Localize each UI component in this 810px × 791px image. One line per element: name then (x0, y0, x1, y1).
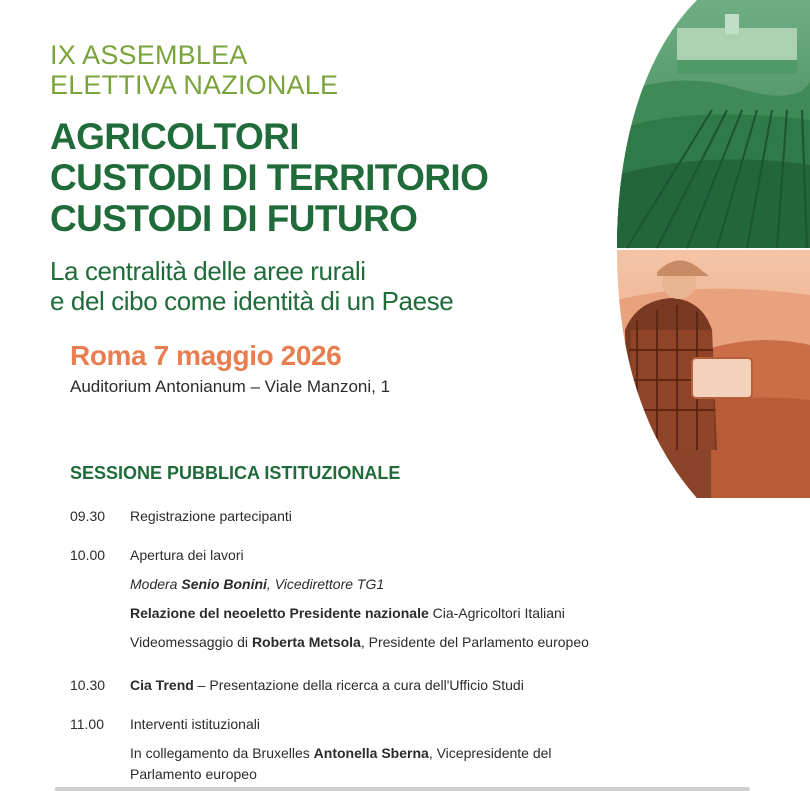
program-time: 11.00 (70, 716, 104, 732)
event-title-line3: CUSTODI DI FUTURO (50, 198, 418, 239)
video-message-speaker: Roberta Metsola (251, 634, 361, 650)
event-date: Roma 7 maggio 2026 (70, 340, 342, 371)
event-title-line2: CUSTODI DI TERRITORIO (50, 157, 489, 198)
remote-speaker-role: , Vicepresidente del (428, 745, 552, 761)
moderator-role: , Vicedirettore TG1 (266, 576, 385, 592)
assembly-heading-line1: IX ASSEMBLEA (50, 40, 248, 70)
remote-link-prefix: In collegamento da Bruxelles (130, 745, 314, 761)
farmer-tablet-photo (617, 250, 810, 498)
event-subtitle-line2: e del cibo come identità di un Paese (50, 286, 454, 316)
report-org: Cia-Agricoltori Italiani (428, 605, 565, 621)
video-message-prefix: Videomessaggio di (130, 634, 252, 650)
video-message-role: , Presidente del Parlamento europeo (360, 634, 589, 650)
cia-trend-desc: – Presentazione della ricerca a cura dell'Ufficio Studi (193, 677, 524, 693)
event-title (50, 116, 488, 239)
moderator-line (130, 576, 384, 592)
event-title-line1: AGRICOLTORI (50, 116, 299, 157)
report-line (130, 605, 565, 621)
program-text: Apertura dei lavori (130, 547, 244, 563)
moderator-prefix: Modera (130, 576, 182, 592)
program-text: Interventi istituzionali (130, 716, 260, 732)
program-text: Registrazione partecipanti (130, 508, 292, 524)
remote-link-line (130, 745, 552, 761)
report-title: Relazione del neoeletto Presidente nazionale (130, 605, 429, 621)
cia-trend-label: Cia Trend (130, 677, 194, 693)
moderator-name: Senio Bonini (181, 576, 267, 592)
event-subtitle-line1: La centralità delle aree rurali (50, 256, 366, 286)
vineyard-photo (617, 0, 810, 248)
program-time: 10.00 (70, 547, 106, 563)
remote-speaker-role-cont: Parlamento europeo (130, 766, 257, 782)
assembly-heading-line2: ELETTIVA NAZIONALE (50, 70, 339, 100)
program-text (130, 677, 524, 693)
video-message-line (130, 634, 589, 650)
program-time: 10.30 (70, 677, 106, 693)
header-photo-collage (617, 0, 810, 498)
session-title: SESSIONE PUBBLICA ISTITUZIONALE (70, 463, 401, 483)
remote-speaker: Antonella Sberna (313, 745, 429, 761)
assembly-heading (50, 40, 338, 100)
event-subtitle (50, 256, 453, 316)
program-time: 09.30 (70, 508, 106, 524)
scrollbar[interactable] (55, 787, 750, 791)
event-venue: Auditorium Antonianum – Viale Manzoni, 1 (70, 377, 391, 396)
